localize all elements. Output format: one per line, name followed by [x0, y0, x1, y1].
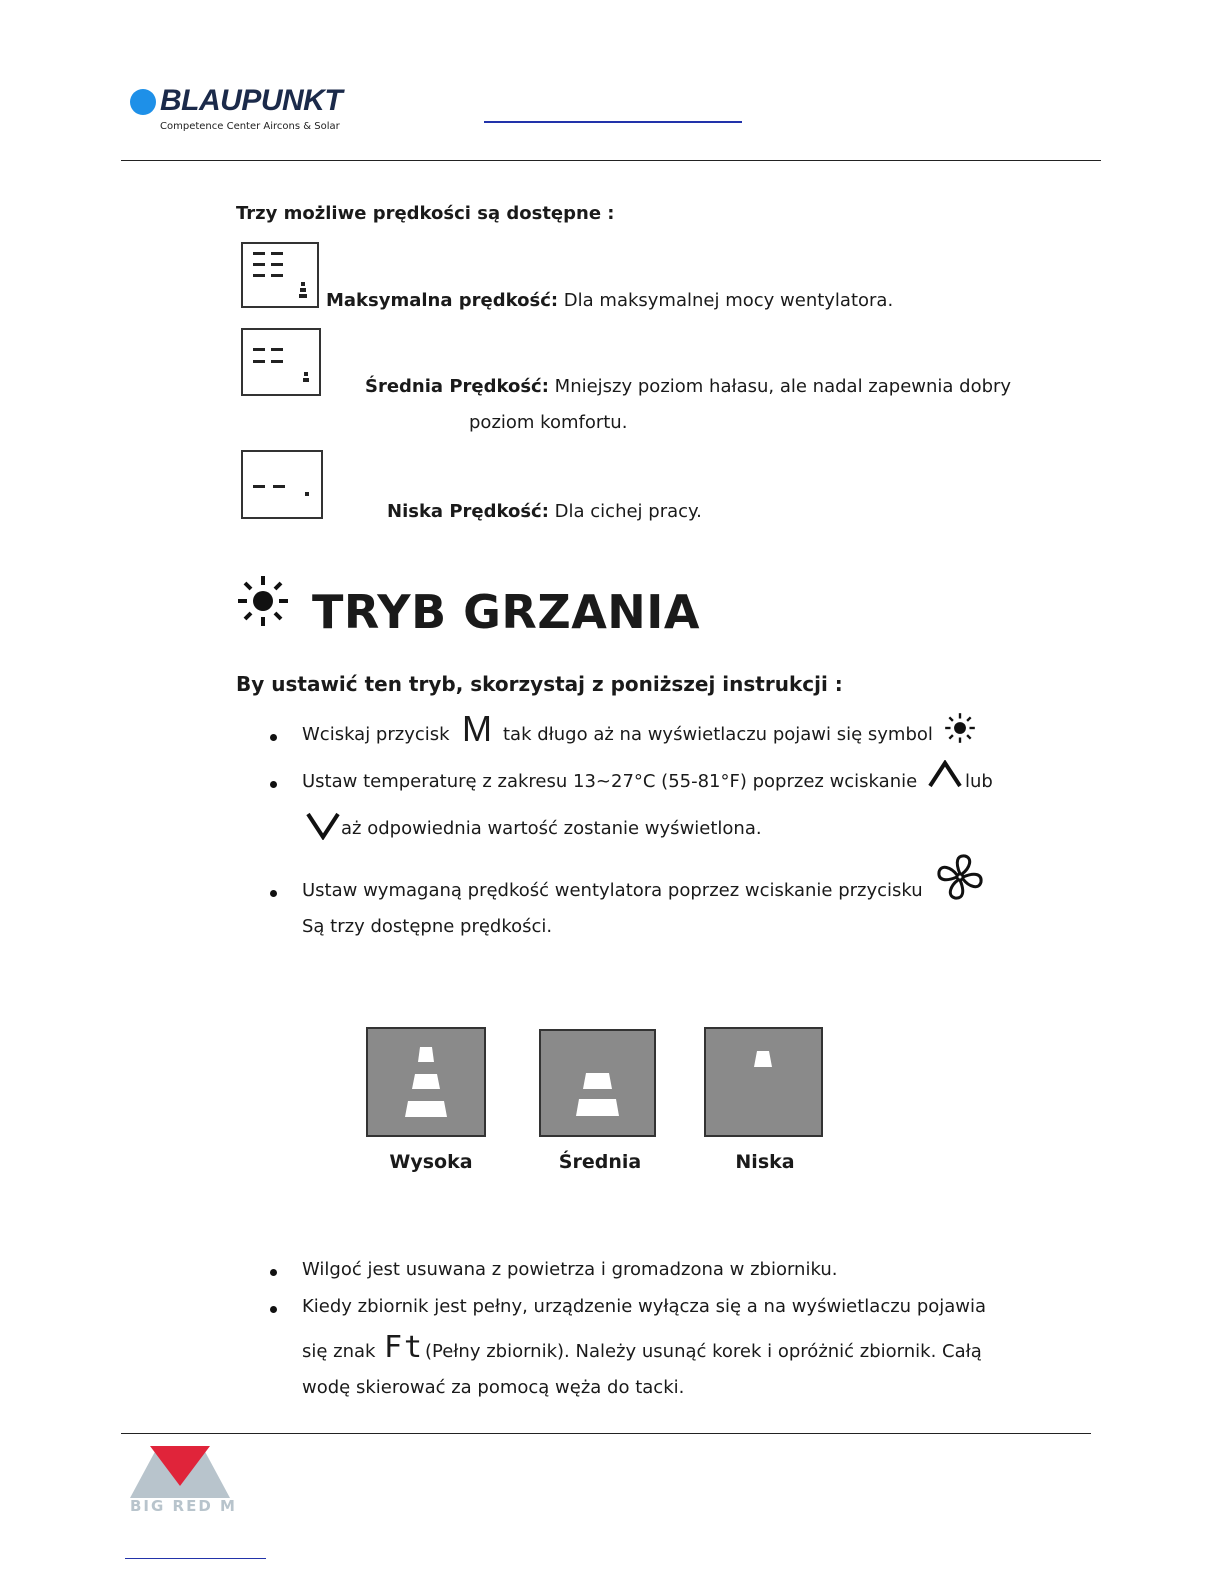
bullet-dot	[270, 890, 277, 897]
fan-icon	[935, 852, 985, 902]
step-3-text-b: Są trzy dostępne prędkości.	[302, 916, 553, 937]
fan-low-label: Niska	[735, 1151, 795, 1173]
section-subtitle: By ustawić ten tryb, skorzystaj z poniższej instrukcji :	[236, 672, 843, 696]
sun-icon	[236, 574, 290, 628]
step-2-text-a: Ustaw temperaturę z zakresu 13~27°C (55-81°F) poprzez wciskanie	[302, 771, 918, 792]
fan-high-label: Wysoka	[389, 1151, 473, 1173]
bullet-dot	[270, 1269, 277, 1276]
speeds-intro: Trzy możliwe prędkości są dostępne :	[236, 203, 615, 224]
header-divider	[121, 160, 1101, 161]
max-speed-text: Maksymalna prędkość: Dla maksymalnej mocy wentylatora.	[326, 290, 894, 311]
mode-button-m-icon: M	[462, 708, 492, 749]
fan-mid-label: Średnia	[558, 1151, 642, 1173]
step-3-text-a: Ustaw wymaganą prędkość wentylatora poprzez wciskanie przycisku	[302, 880, 923, 901]
bigredm-logo-icon	[130, 1446, 230, 1500]
step-2-text-b: lub	[965, 771, 993, 792]
down-arrow-icon	[306, 812, 340, 840]
low-speed-text: Niska Prędkość: Dla cichej pracy.	[387, 501, 702, 522]
brand-logo: BLAUPUNKT	[160, 84, 343, 117]
step-1-text-b: tak długo aż na wyświetlaczu pojawi się symbol	[503, 724, 933, 745]
max-speed-display-icon	[241, 242, 319, 308]
step-5-text-c: wodę skierować za pomocą węża do tacki.	[302, 1377, 685, 1398]
bullet-dot	[270, 1306, 277, 1313]
step-1-text-a: Wciskaj przycisk	[302, 724, 450, 745]
low-speed-display-icon	[241, 450, 323, 519]
step-5-text-b1: się znak	[302, 1341, 376, 1362]
step-2-text-c: aż odpowiednia wartość zostanie wyświetlona.	[341, 818, 762, 839]
page-title: TRYB GRZANIA	[312, 585, 701, 639]
fan-mid-indicator-icon	[539, 1029, 656, 1137]
footer-link[interactable]	[125, 1558, 266, 1559]
brand-tagline: Competence Center Aircons & Solar	[160, 121, 340, 132]
tank-full-ft-icon: Ft	[384, 1330, 425, 1365]
header-link[interactable]	[484, 121, 742, 123]
fan-high-indicator-icon	[366, 1027, 486, 1137]
step-4-text: Wilgoć jest usuwana z powietrza i gromadzona w zbiorniku.	[302, 1259, 838, 1280]
step-5-text-a: Kiedy zbiornik jest pełny, urządzenie wyłącza się a na wyświetlaczu pojawia	[302, 1296, 987, 1317]
bullet-dot	[270, 734, 277, 741]
footer-divider	[121, 1433, 1091, 1434]
step-5-text-b2: (Pełny zbiornik). Należy usunąć korek i opróżnić zbiornik. Całą	[425, 1341, 982, 1362]
sun-small-icon	[944, 712, 976, 744]
mid-speed-display-icon	[241, 328, 321, 396]
mid-speed-text-2: poziom komfortu.	[469, 412, 628, 433]
brand-logo-dot	[130, 89, 156, 115]
footer-brand: BIG RED M	[130, 1497, 237, 1515]
fan-low-indicator-icon	[704, 1027, 823, 1137]
bullet-dot	[270, 781, 277, 788]
up-arrow-icon	[928, 760, 962, 788]
mid-speed-text: Średnia Prędkość: Mniejszy poziom hałasu, ale nadal zapewnia dobry	[365, 376, 1012, 397]
